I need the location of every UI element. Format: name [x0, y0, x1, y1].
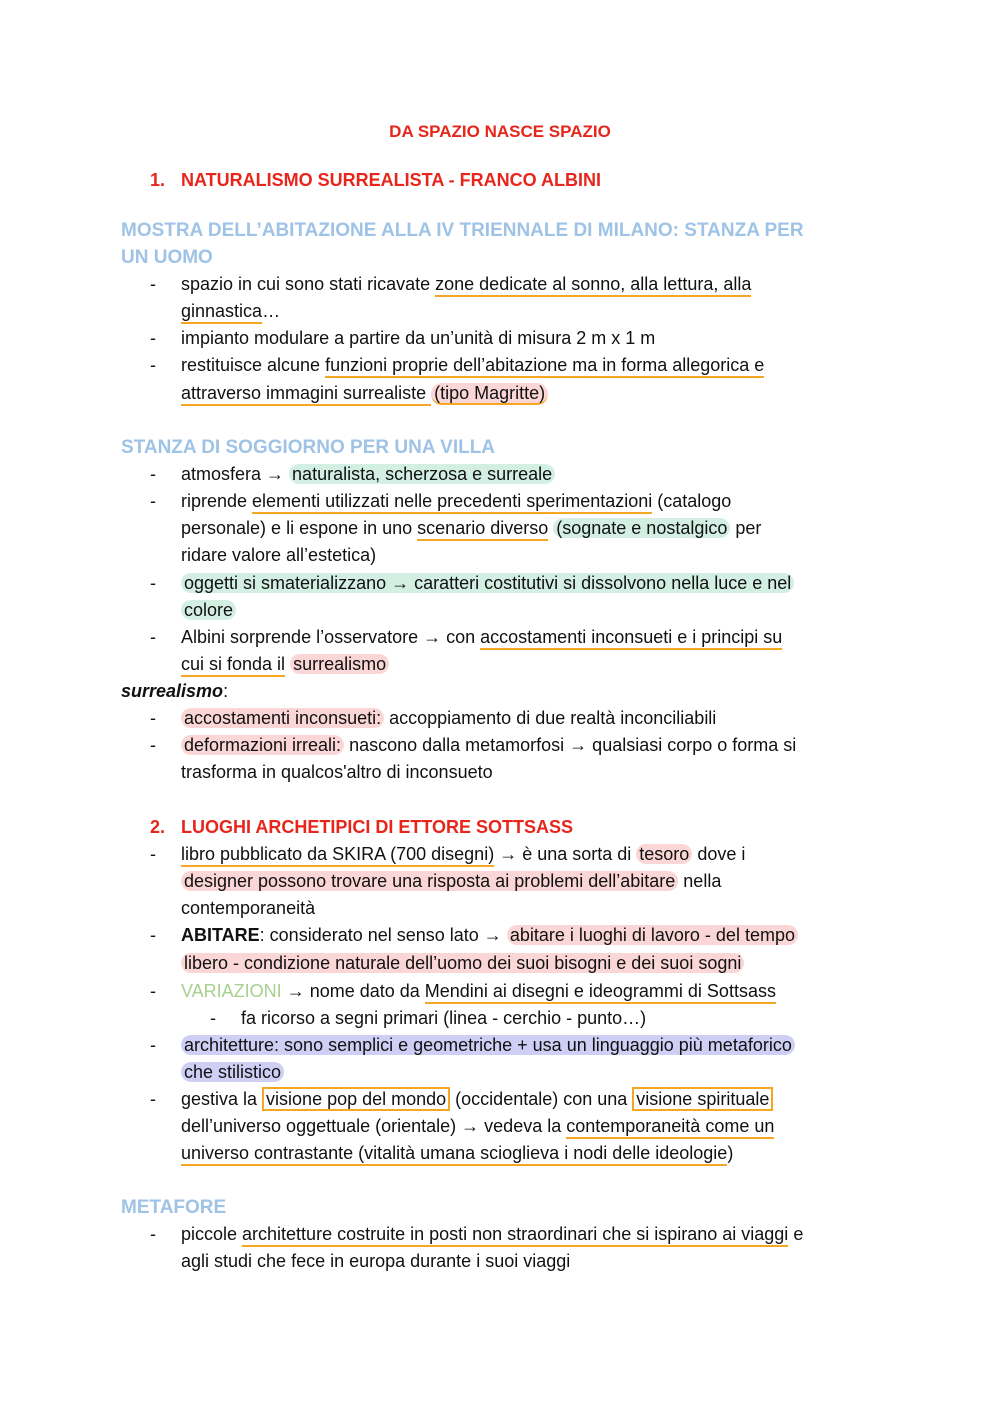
- list-item-continued: [181, 515, 761, 542]
- underlined-text: Mendini ai disegni e ideogrammi di Sottsass: [425, 981, 776, 1004]
- list-item-continued: [181, 1113, 774, 1140]
- list-item-continued: contemporaneità: [181, 898, 316, 918]
- list-item-continued: ridare valore all’estetica): [181, 545, 377, 565]
- bullet-dash: -: [150, 1089, 156, 1109]
- list-item: impianto modulare a partire da un’unità di misura 2 m x 1 m: [181, 328, 656, 348]
- boxed-text: visione pop del mondo: [262, 1087, 450, 1111]
- text-run: ): [727, 1143, 734, 1163]
- subsection-heading: UN UOMO: [121, 247, 213, 268]
- bullet-dash: -: [150, 925, 156, 945]
- highlighted-text: abitare i luoghi di lavoro - del tempo: [507, 925, 798, 945]
- highlighted-text: tesoro: [636, 844, 692, 864]
- list-item-continued: [181, 950, 744, 977]
- underlined-text: attraverso immagini surrealiste: [181, 383, 431, 406]
- bullet-dash: -: [150, 464, 156, 484]
- text-run: spazio in cui sono stati ricavate: [181, 274, 436, 294]
- bullet-dash: -: [150, 844, 156, 864]
- bullet-dash: -: [150, 735, 156, 755]
- list-item: [181, 1032, 795, 1059]
- list-item: [181, 352, 764, 379]
- text-run: atmosfera →: [181, 464, 290, 484]
- list-item-continued: [181, 1140, 733, 1167]
- document-title: DA SPAZIO NASCE SPAZIO: [389, 122, 611, 141]
- list-item: [181, 978, 776, 1005]
- text-run: e: [788, 1224, 804, 1244]
- text-run: restituisce alcune: [181, 355, 326, 375]
- list-item: [181, 841, 745, 868]
- highlighted-text: architetture: sono semplici e geometriche + usa un linguaggio più metaforico: [181, 1035, 795, 1055]
- term-label: [121, 678, 228, 705]
- bold-term: ABITARE: [181, 925, 260, 945]
- text-run: (occidentale) con una: [450, 1089, 633, 1109]
- boxed-text: visione spirituale: [632, 1087, 773, 1111]
- underlined-text: zone dedicate al sonno, alla lettura, alla: [435, 274, 751, 297]
- highlighted-text: accostamenti inconsueti:: [181, 708, 384, 728]
- term-text: surrealismo: [121, 681, 224, 701]
- text-run: gestiva la: [181, 1089, 263, 1109]
- bullet-dash: -: [150, 355, 156, 375]
- list-item-continued: [181, 1059, 284, 1086]
- section-heading: NATURALISMO SURREALISTA - FRANCO ALBINI: [181, 170, 601, 190]
- text-run: accoppiamento di due realtà inconciliabili: [384, 708, 717, 728]
- highlighted-text: (sognate e nostalgico: [553, 518, 730, 538]
- list-item-continued: [181, 597, 236, 624]
- highlighted-text: che stilistico: [181, 1062, 284, 1082]
- text-run: dove i: [692, 844, 746, 864]
- highlighted-text: (tipo Magritte): [431, 383, 548, 405]
- text-run: personale) e li espone in uno: [181, 518, 418, 538]
- text-run: dell’universo oggettuale (orientale) → vedeva la: [181, 1116, 567, 1136]
- underlined-text: accostamenti inconsueti e i principi su: [480, 627, 782, 650]
- underlined-text: cui si fonda il: [181, 654, 285, 677]
- underlined-text: universo contrastante (vitalità umana scioglieva i nodi delle ideologie: [181, 1143, 727, 1166]
- text-run: per: [730, 518, 762, 538]
- list-item: [181, 271, 751, 298]
- text-run: riprende: [181, 491, 253, 511]
- text-run: nascono dalla metamorfosi → qualsiasi corpo o forma si: [344, 735, 797, 755]
- highlighted-text: libero - condizione naturale dell’uomo dei suoi bisogni e dei suoi sogni: [181, 953, 744, 973]
- text-run: (catalogo: [652, 491, 732, 511]
- highlighted-text: designer possono trovare una risposta ai problemi dell’abitare: [181, 871, 678, 891]
- highlighted-text: deformazioni irreali:: [181, 735, 344, 755]
- text-run: Albini sorprende l’osservatore → con: [181, 627, 481, 647]
- text-run: : considerato nel senso lato →: [259, 925, 507, 945]
- list-item: [181, 922, 798, 949]
- text-run: nella: [678, 871, 722, 891]
- highlighted-text: colore: [181, 600, 236, 620]
- list-item-continued: [181, 380, 548, 407]
- underlined-text: contemporaneità come un: [566, 1116, 774, 1139]
- subsection-heading: STANZA DI SOGGIORNO PER UNA VILLA: [121, 437, 496, 458]
- list-item: [181, 461, 555, 488]
- bullet-dash: -: [150, 491, 156, 511]
- sub-bullet-dash: -: [210, 1008, 216, 1028]
- text-run: → nome dato da: [281, 981, 425, 1001]
- underlined-text: ginnastica: [181, 301, 262, 324]
- section-heading: LUOGHI ARCHETIPICI DI ETTORE SOTTSASS: [181, 817, 574, 837]
- text-run: piccole: [181, 1224, 243, 1244]
- list-item: [181, 705, 716, 732]
- highlighted-text: naturalista, scherzosa e surreale: [289, 464, 555, 484]
- text-run: :: [223, 681, 229, 701]
- text-run: …: [262, 301, 281, 321]
- subsection-heading: METAFORE: [121, 1197, 227, 1218]
- bullet-dash: -: [150, 981, 156, 1001]
- bullet-dash: -: [150, 1224, 156, 1244]
- list-item: [181, 1221, 803, 1248]
- sub-list-item: fa ricorso a segni primari (linea - cerchio - punto…): [241, 1008, 647, 1028]
- list-item: [181, 1086, 773, 1113]
- underlined-text: libro pubblicato da SKIRA (700 disegni): [181, 844, 494, 867]
- text-run: → è una sorta di: [494, 844, 637, 864]
- section-number: 2.: [150, 817, 166, 837]
- list-item-continued: agli studi che fece in europa durante i suoi viaggi: [181, 1251, 571, 1271]
- bullet-dash: -: [150, 573, 156, 593]
- list-item: [181, 570, 794, 597]
- highlighted-text: oggetti si smaterializzano → caratteri costitutivi si dissolvono nella luce e nel: [181, 573, 794, 593]
- list-item-continued: [181, 868, 721, 895]
- underlined-text: funzioni proprie dell’abitazione ma in forma allegorica e: [325, 355, 764, 378]
- bullet-dash: -: [150, 328, 156, 348]
- list-item-continued: [181, 298, 280, 325]
- underlined-text: architetture costruite in posti non straordinari che si ispirano ai viaggi: [242, 1224, 788, 1247]
- section-number: 1.: [150, 170, 166, 190]
- bullet-dash: -: [150, 627, 156, 647]
- bullet-dash: -: [150, 708, 156, 728]
- underlined-text: scenario diverso: [417, 518, 548, 541]
- list-item-continued: trasforma in qualcos'altro di inconsueto: [181, 762, 493, 782]
- list-item: [181, 624, 782, 651]
- underlined-text: elementi utilizzati nelle precedenti sperimentazioni: [252, 491, 652, 514]
- list-item-continued: [181, 651, 389, 678]
- bullet-dash: -: [150, 274, 156, 294]
- highlighted-text: surrealismo: [290, 654, 389, 674]
- green-term: VARIAZIONI: [181, 981, 282, 1001]
- subsection-heading: MOSTRA DELL’ABITAZIONE ALLA IV TRIENNALE DI MILANO: STANZA PER: [121, 220, 804, 241]
- list-item: [181, 732, 796, 759]
- bullet-dash: -: [150, 1035, 156, 1055]
- list-item: [181, 488, 731, 515]
